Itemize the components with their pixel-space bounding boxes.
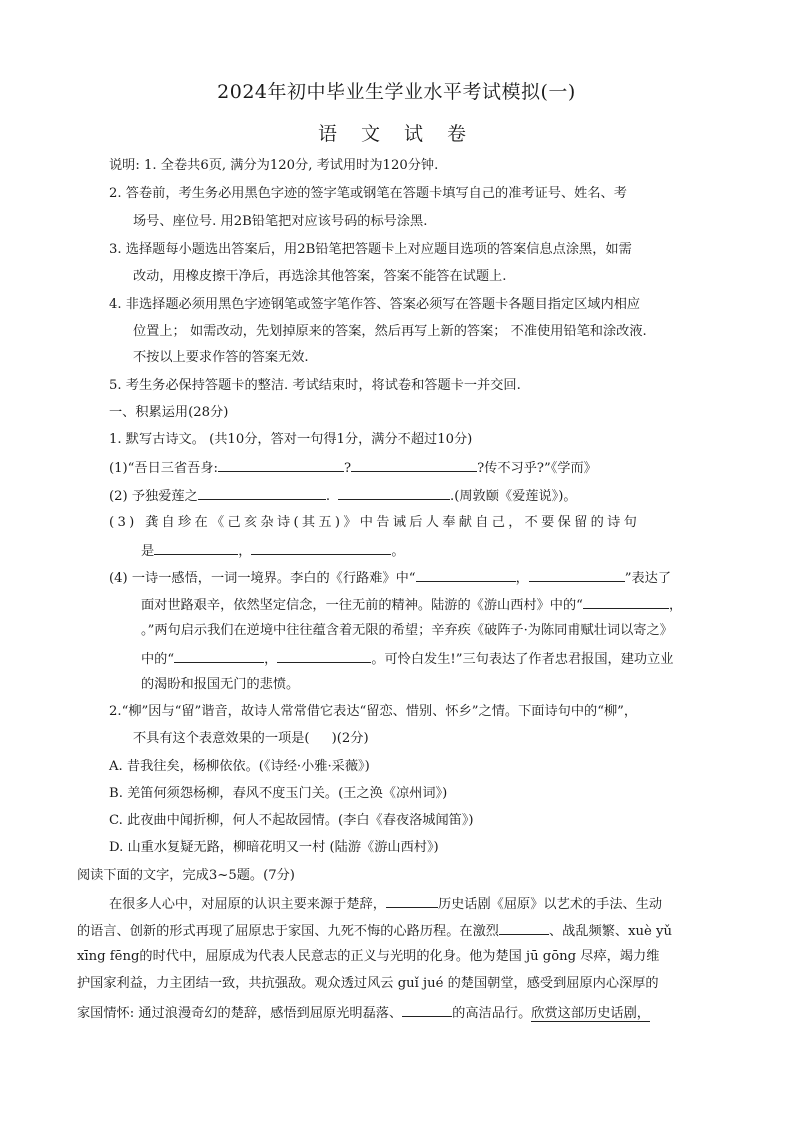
question-1-item-1 <box>109 457 597 479</box>
question-1-item-4-line-5: 的渴盼和报国无门的悲愤。 <box>141 677 300 692</box>
q2-stem-text: )(2分) <box>331 731 369 746</box>
question-1-stem: 1. 默写古诗文。 (共10分，答对一句得1分，满分不超过10分) <box>109 432 473 447</box>
answer-blank[interactable] <box>218 457 344 472</box>
instruction-4-line-2: 位置上； 如需改动，先划掉原来的答案，然后再写上新的答案； 不准使用铅笔和涂改液. <box>133 324 647 339</box>
answer-blank[interactable] <box>174 648 264 663</box>
passage-text: 的高洁品行。 <box>452 1006 532 1021</box>
answer-blank[interactable] <box>402 1002 452 1017</box>
q1-4-text: (4) 一诗一感悟，一词一境界。李白的《行路难》中“ <box>109 571 416 586</box>
reading-passage-line-3: xīng fēng的时代中，屈原成为代表人民意志的正义与光明的化身。他为楚国 jū gōng 尽瘁，竭力维 <box>77 949 660 964</box>
q1-4-text: 面对世路艰辛，依然坚定信念，一往无前的精神。陆游的《游山西村》中的“ <box>141 598 583 613</box>
option-d: D. 山重水复疑无路，柳暗花明又一村 (陆游《游山西村》) <box>109 840 439 855</box>
question-2-stem-line-2 <box>133 729 369 749</box>
answer-blank[interactable] <box>499 920 549 935</box>
passage-text: 、战乱频繁、xuè yǔ <box>549 924 672 939</box>
q1-4-text: ， <box>264 652 278 667</box>
instruction-1: 说明: 1. 全卷共6页, 满分为120分, 考试用时为120分钟. <box>109 158 439 173</box>
q1-4-text: 中的“ <box>141 652 175 667</box>
reading-passage-line-1 <box>109 893 662 915</box>
instruction-3-line-1: 3. 选择题每小题选出答案后，用2B铅笔把答题卡上对应题目选项的答案信息点涂黑，如需 <box>109 242 632 257</box>
q1-3-text-b: 是 <box>141 544 155 559</box>
page-title: 2024年初中毕业生学业水平考试模拟(一) <box>217 81 576 103</box>
q1-4-text: ， <box>668 598 683 613</box>
q1-2-text-a: (2) 予独爱莲之 <box>109 489 198 504</box>
q1-2-text-b: . <box>325 489 331 504</box>
answer-blank[interactable] <box>351 457 477 472</box>
answer-blank[interactable] <box>529 567 625 582</box>
answer-blank[interactable] <box>416 567 516 582</box>
q1-2-text-c: .(周敦颐《爱莲说》)。 <box>450 489 577 504</box>
reading-passage-line-5 <box>77 1002 650 1024</box>
option-c: C. 此夜曲中闻折柳，何人不起故园情。(李白《春夜洛城闻笛》) <box>109 813 474 828</box>
reading-passage-line-2 <box>77 920 672 942</box>
question-1-item-3-line-2 <box>141 540 405 562</box>
option-b: B. 羌笛何须怨杨柳，春风不度玉门关。(王之涣《凉州词》) <box>109 786 448 801</box>
answer-blank[interactable] <box>386 893 438 908</box>
passage-text: 历史话剧《屈原》以艺术的手法、生动 <box>437 897 663 912</box>
question-1-item-3-line-1: (3) 龚自珍在《己亥杂诗(其五)》中告诫后人奉献自己，不要保留的诗句 <box>109 515 641 530</box>
q1-1-text-c: ?传不习乎?”《学而》 <box>477 461 597 476</box>
underlined-sentence: 欣赏这部历史话剧， <box>531 1006 650 1021</box>
q2-stem-text: 不具有这个表意效果的一项是( <box>133 731 310 746</box>
answer-blank[interactable] <box>338 485 450 500</box>
instruction-4-line-1: 4. 非选择题必须用黑色字迹钢笔或签字笔作答、答案必须写在答题卡各题目指定区域内相应 <box>109 297 641 312</box>
instruction-3-line-2: 改动，用橡皮擦干净后，再选涂其他答案，答案不能答在试题上. <box>133 269 507 284</box>
instruction-2-line-1: 2. 答卷前，考生务必用黑色字迹的签字笔或钢笔在答题卡填写自己的准考证号、姓名、考 <box>109 186 627 201</box>
passage-text: 家国情怀: 通过浪漫奇幻的楚辞，感悟到屈原光明磊落、 <box>77 1006 403 1021</box>
q1-1-text-b: ? <box>344 461 352 476</box>
passage-text: 在很多人心中，对屈原的认识主要来源于楚辞， <box>109 897 386 912</box>
instruction-4-line-3: 不按以上要求作答的答案无效. <box>133 350 309 365</box>
q1-4-text: ， <box>515 571 529 586</box>
answer-blank[interactable] <box>251 540 391 555</box>
answer-blank[interactable] <box>198 485 326 500</box>
section-heading: 一、积累运用(28分) <box>109 405 229 420</box>
question-1-item-4-line-3: 。”两句启示我们在逆境中往往蕴含着无限的希望；辛弃疾《破阵子·为陈同甫赋壮词以寄之》 <box>141 623 673 638</box>
option-a: A. 昔我往矣，杨柳依依。(《诗经·小雅·采薇》) <box>109 759 370 774</box>
reading-intro: 阅读下面的文字，完成3~5题。(7分) <box>77 868 295 883</box>
answer-blank[interactable] <box>154 540 238 555</box>
page-subtitle: 语 文 试 卷 <box>317 123 476 145</box>
instruction-2-line-2: 场号、座位号. 用2B铅笔把对应该号码的标号涂黑. <box>133 214 428 229</box>
question-1-item-4-line-1 <box>109 567 671 589</box>
q1-3-text-c: ， <box>238 544 252 559</box>
q1-4-text: ”表达了 <box>624 571 672 586</box>
q1-1-text-a: (1)“吾日三省吾身: <box>109 461 218 476</box>
q1-3-text-d: 。 <box>391 544 405 559</box>
answer-blank[interactable] <box>277 648 371 663</box>
passage-text: 的语言、创新的形式再现了屈原忠于家国、九死不悔的心路历程。在激烈 <box>77 924 499 939</box>
question-1-item-2 <box>109 485 577 507</box>
reading-passage-line-4: 护国家利益，力主团结一致，共抗强敌。观众透过风云 guǐ jué 的楚国朝堂，感受到屈原内心深厚的 <box>77 976 659 991</box>
question-1-item-4-line-2 <box>141 594 682 616</box>
answer-blank[interactable] <box>583 594 669 609</box>
q1-4-text: 。可怜白发生!”三句表达了作者忠君报国，建功立业 <box>371 652 674 667</box>
instruction-5: 5. 考生务必保持答题卡的整洁. 考试结束时，将试卷和答题卡一并交回. <box>109 378 521 393</box>
question-2-stem-line-1: 2.“柳”因与“留”谐音，故诗人常常借它表达“留恋、惜别、怀乡”之情。下面诗句中的“柳”， <box>109 704 638 719</box>
question-1-item-4-line-4 <box>141 648 673 670</box>
